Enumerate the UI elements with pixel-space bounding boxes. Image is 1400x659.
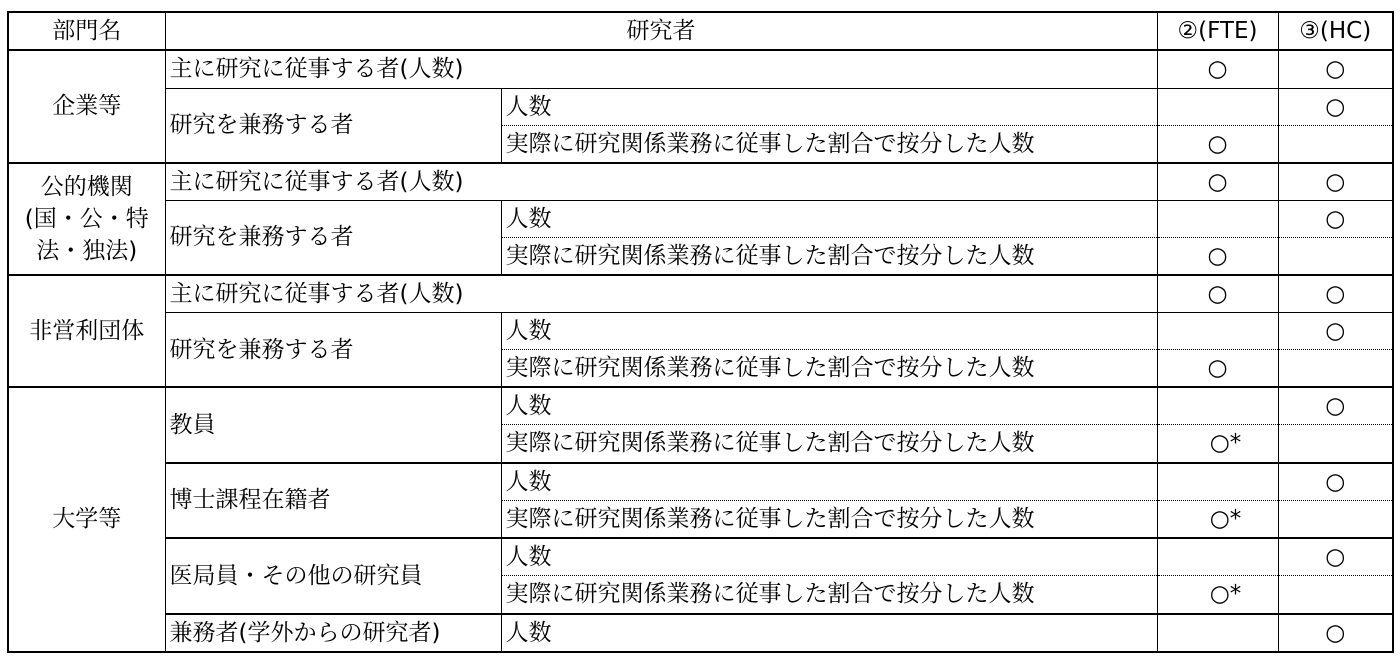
faculty-label: 教員 xyxy=(165,387,501,463)
headcount-label: 人数 xyxy=(501,538,1157,576)
hc-empty xyxy=(1278,576,1393,614)
header-fte: ②(FTE) xyxy=(1157,12,1278,50)
table-row xyxy=(8,88,1393,125)
hc-mark: ○ xyxy=(1278,200,1393,237)
fte-empty xyxy=(1157,313,1278,350)
fte-mark: ○ xyxy=(1157,163,1278,201)
external-label: 兼務者(学外からの研究者) xyxy=(165,614,501,652)
medical-label: 医局員・その他の研究員 xyxy=(165,538,501,614)
proportional-label: 実際に研究関係業務に従事した割合で按分した人数 xyxy=(501,350,1157,388)
headcount-label: 人数 xyxy=(501,387,1157,425)
fte-mark: ○ xyxy=(1157,350,1278,388)
part-time-label: 研究を兼務する者 xyxy=(165,313,501,388)
hc-mark: ○ xyxy=(1278,463,1393,501)
fte-empty xyxy=(1157,463,1278,501)
sector-nonprofit: 非営利団体 xyxy=(8,275,165,388)
proportional-label: 実際に研究関係業務に従事した割合で按分した人数 xyxy=(501,500,1157,538)
hc-empty xyxy=(1278,237,1393,275)
doctoral-label: 博士課程在籍者 xyxy=(165,463,501,539)
hc-empty xyxy=(1278,425,1393,463)
fte-empty xyxy=(1157,538,1278,576)
headcount-label: 人数 xyxy=(501,614,1157,652)
table-row xyxy=(8,163,1393,201)
hc-mark: ○ xyxy=(1278,614,1393,652)
header-row xyxy=(8,12,1393,50)
fte-mark-star: ○* xyxy=(1157,500,1278,538)
table-row xyxy=(8,463,1393,501)
fte-mark-star: ○* xyxy=(1157,425,1278,463)
table-row xyxy=(8,313,1393,350)
hc-mark: ○ xyxy=(1278,538,1393,576)
title-fragment xyxy=(0,0,1400,6)
table-row xyxy=(8,50,1393,88)
table-row xyxy=(8,387,1393,425)
main-researcher-label: 主に研究に従事する者(人数) xyxy=(165,163,1157,201)
fte-empty xyxy=(1157,614,1278,652)
hc-mark: ○ xyxy=(1278,275,1393,313)
sector-public: 公的機関 (国・公・特 法・独法) xyxy=(8,163,165,275)
header-researcher: 研究者 xyxy=(165,12,1157,50)
hc-empty xyxy=(1278,500,1393,538)
proportional-label: 実際に研究関係業務に従事した割合で按分した人数 xyxy=(501,425,1157,463)
proportional-label: 実際に研究関係業務に従事した割合で按分した人数 xyxy=(501,237,1157,275)
part-time-label: 研究を兼務する者 xyxy=(165,200,501,275)
headcount-label: 人数 xyxy=(501,463,1157,501)
hc-mark: ○ xyxy=(1278,313,1393,350)
fte-mark: ○ xyxy=(1157,275,1278,313)
header-sector: 部門名 xyxy=(8,12,165,50)
hc-mark: ○ xyxy=(1278,88,1393,125)
table-row xyxy=(8,538,1393,576)
main-researcher-label: 主に研究に従事する者(人数) xyxy=(165,50,1157,88)
headcount-label: 人数 xyxy=(501,200,1157,237)
headcount-label: 人数 xyxy=(501,88,1157,125)
header-hc: ③(HC) xyxy=(1278,12,1393,50)
fte-empty xyxy=(1157,387,1278,425)
sector-companies: 企業等 xyxy=(8,50,165,163)
hc-mark: ○ xyxy=(1278,163,1393,201)
proportional-label: 実際に研究関係業務に従事した割合で按分した人数 xyxy=(501,576,1157,614)
table-row xyxy=(8,275,1393,313)
headcount-label: 人数 xyxy=(501,313,1157,350)
table-row xyxy=(8,200,1393,237)
part-time-label: 研究を兼務する者 xyxy=(165,88,501,163)
fte-empty xyxy=(1157,200,1278,237)
fte-mark-star: ○* xyxy=(1157,576,1278,614)
hc-empty xyxy=(1278,125,1393,163)
sector-university: 大学等 xyxy=(8,387,165,652)
hc-mark: ○ xyxy=(1278,50,1393,88)
fte-mark: ○ xyxy=(1157,237,1278,275)
table-row xyxy=(8,614,1393,652)
main-researcher-label: 主に研究に従事する者(人数) xyxy=(165,275,1157,313)
proportional-label: 実際に研究関係業務に従事した割合で按分した人数 xyxy=(501,125,1157,163)
hc-mark: ○ xyxy=(1278,387,1393,425)
fte-empty xyxy=(1157,88,1278,125)
fte-mark: ○ xyxy=(1157,125,1278,163)
researcher-classification-table xyxy=(7,11,1394,653)
hc-empty xyxy=(1278,350,1393,388)
fte-mark: ○ xyxy=(1157,50,1278,88)
